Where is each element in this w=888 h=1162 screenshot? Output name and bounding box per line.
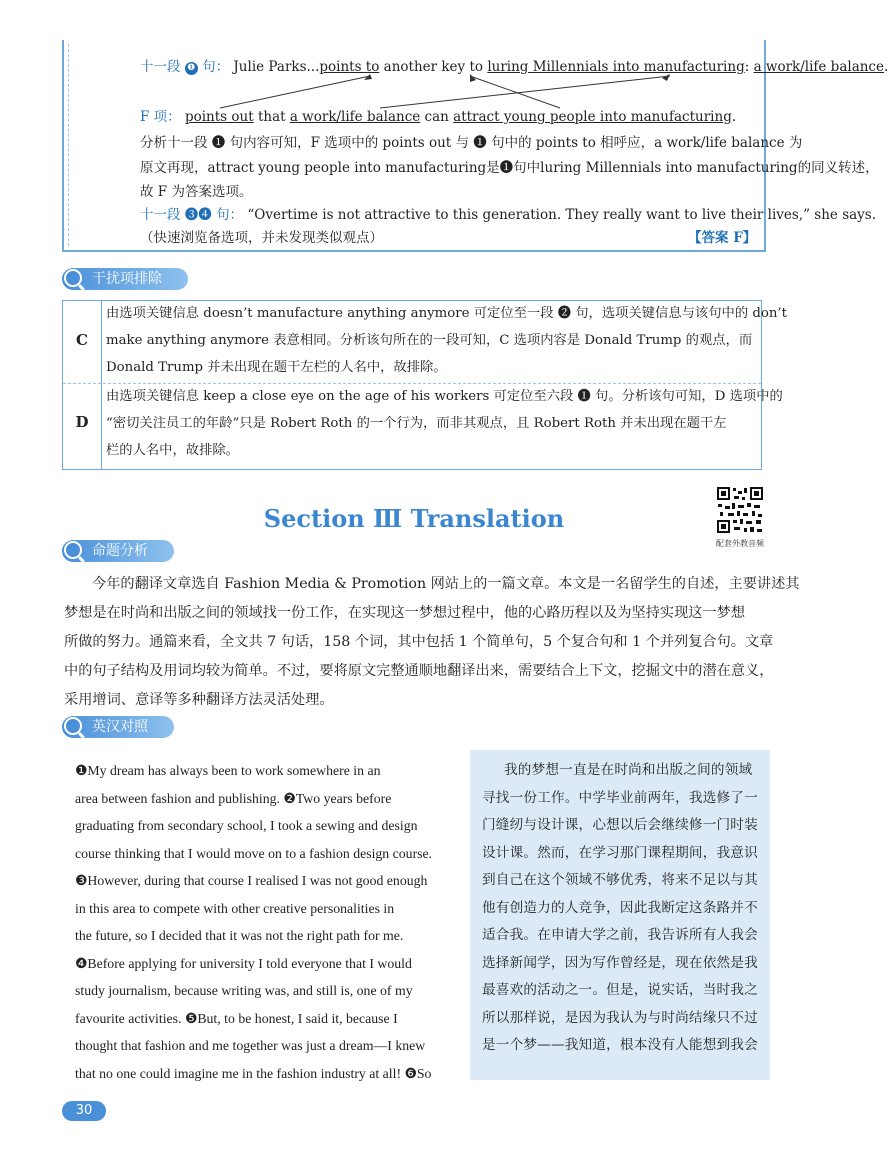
option-d-line-2: “密切关注员工的年龄”只是 Robert Roth 的一个行为，而非其观点，且 Robert Roth 并未出现在题干左 (106, 416, 727, 431)
text-segment: . (883, 59, 888, 75)
chinese-line: 设计课。然而，在学习那门课程期间，我意识 (482, 844, 758, 861)
analysis-line-4: 原文再现，attract young people into manufacturing是❶句中luring Millennials into manufacturing的同义转述， (140, 160, 879, 176)
underlined-phrase: a work/life balance (289, 109, 421, 125)
analysis-paragraph-line-2: 梦想是在时尚和出版之间的领域找一份工作，在实现这一梦想过程中，他的心路历程以及为坚持实现这一梦想 (64, 605, 746, 621)
english-line: that no one could imagine me in the fashion industry at all! ❻So (75, 1065, 432, 1081)
english-line: ❹Before applying for university I told everyone that I would (75, 955, 412, 971)
chinese-line: 门缝纫与设计课，心想以后会继续修一门时装 (482, 817, 758, 833)
para-ref: 十一段 (140, 59, 181, 75)
analysis-line-3: 分析十一段 ❶ 句内容可知，F 选项中的 points out 与 ❶ 句中的 points to 相呼应，a work/life balance 为 (140, 135, 803, 151)
chinese-line: 他有创造力的人竞争，因此我断定这条路并不 (482, 899, 758, 916)
qr-caption: 配套外教音频 (716, 539, 764, 548)
option-d-letter: D (75, 413, 89, 431)
magnifier-icon (64, 541, 82, 559)
chinese-line: 是一个梦——我知道，根本没有人能想到我会 (482, 1037, 758, 1053)
option-d-line-3: 栏的人名中，故排除。 (106, 443, 239, 458)
analysis-line-7: （快速浏览备选项，并未发现类似观点） (140, 230, 383, 246)
underlined-phrase: points to (319, 59, 380, 75)
answer-label: 【答案 F】 (688, 230, 757, 246)
english-line: thought that fashion and me together was just a dream—I knew (75, 1038, 426, 1053)
chinese-line: 我的梦想一直是在时尚和出版之间的领域 (504, 762, 753, 778)
text-segment: Julie Parks... (233, 59, 320, 75)
section-title: Section Ⅲ Translation (263, 504, 565, 533)
bilingual-title: 英汉对照 (92, 719, 148, 735)
option-c-line-3: Donald Trump 并未出现在题干左栏的人名中，故排除。 (106, 360, 447, 375)
text-segment: . (731, 109, 737, 125)
analysis-header (62, 540, 174, 562)
english-line: the future, so I decided that it was not the right path for me. (75, 928, 404, 943)
analysis-title: 命题分析 (92, 543, 148, 559)
english-line: ❶My dream has always been to work somewhere in an (75, 763, 381, 778)
chinese-line: 最喜欢的活动之一。但是，说实话，当时我之 (482, 982, 758, 998)
page-number: 30 (62, 1101, 106, 1121)
analysis-paragraph-line-3: 所做的努力。通篇来看，全文共 7 句话，158 个词，其中包括 1 个简单句，5 个复合句和 1 个并列复合句。文章 (64, 634, 774, 650)
chinese-line: 所以那样说，是因为我认为与时尚结缘只不过 (482, 1009, 758, 1026)
underlined-phrase: luring Millennials into manufacturing (487, 59, 745, 75)
chinese-line: 适合我。在申请大学之前，我告诉所有人我会 (482, 927, 758, 943)
para-ref-label: 句： (216, 207, 244, 223)
english-line: favourite activities. ❺But, to be honest, I said it, because I (75, 1010, 398, 1026)
analysis-line-2 (140, 108, 736, 126)
qr-code-icon[interactable] (716, 486, 764, 534)
chinese-line: 选择新闻学，因为写作曾经是，现在依然是我 (482, 954, 758, 971)
english-line: course thinking that I would move on to a fashion design course. (75, 845, 433, 861)
english-line: study journalism, because writing was, and still is, one of my (75, 983, 413, 998)
underlined-phrase: points out (184, 109, 254, 125)
option-d-line-1: 由选项关键信息 keep a close eye on the age of his workers 可定位至六段 ❶ 句。分析该句可知，D 选项中的 (106, 389, 783, 404)
option-label: F 项： (140, 109, 181, 125)
english-line: in this area to compete with other creative personalities in (75, 900, 395, 916)
analysis-paragraph-line-4: 中的句子结构及用词均较为简单。不过，要将原文完整通顺地翻译出来，需要结合上下文，挖掘文中的潜在意义， (64, 663, 774, 679)
underlined-phrase: a work/life balance (753, 59, 884, 75)
english-line: graduating from secondary school, I took a sewing and design (75, 818, 418, 833)
chinese-line: 寻找一份工作。中学毕业前两年，我选修了一 (482, 789, 758, 806)
text-segment: another key to (379, 59, 488, 75)
analysis-paragraph-line-1: 今年的翻译文章选自 Fashion Media & Promotion 网站上的一篇文章。本文是一名留学生的自述，主要讲述其 (92, 576, 800, 592)
analysis-line-5: 故 F 为答案选项。 (140, 184, 253, 200)
sentence-number-icon: ❶ (185, 62, 198, 75)
sentence-number-icon: ❸❹ (184, 207, 212, 223)
underlined-phrase: attract young people into manufacturing (453, 109, 732, 125)
text-segment: that (253, 109, 290, 125)
text-segment: : (744, 59, 754, 75)
option-c-line-2: make anything anymore 表意相同。分析该句所在的一段可知，C 选项内容是 Donald Trump 的观点，而 (106, 333, 753, 348)
letter-column (63, 301, 102, 469)
chinese-line: 到自己在这个领域不够优秀，将来不足以与其 (482, 872, 758, 888)
analysis-paragraph-line-5: 采用增词、意译等多种翻译方法灵活处理。 (64, 692, 334, 708)
english-line: area between fashion and publishing. ❷Two years before (75, 790, 392, 806)
option-c-letter: C (76, 331, 88, 349)
text-segment: can (420, 109, 454, 125)
option-c-line-1: 由选项关键信息 doesn’t manufacture anything anymore 可定位至一段 ❷ 句，选项关键信息与该句中的 don’t (106, 306, 787, 321)
quote-text: “Overtime is not attractive to this generation. They really want to live their lives,” she says. (247, 207, 877, 223)
magnifier-icon (64, 717, 82, 735)
english-line: ❸However, during that course I realised I was not good enough (75, 873, 428, 888)
bilingual-header (62, 716, 174, 738)
interference-header (62, 268, 188, 290)
para-ref-label: 句： (202, 59, 230, 75)
para-ref: 十一段 (140, 207, 181, 223)
interference-title: 干扰项排除 (92, 271, 162, 287)
analysis-line-6 (140, 206, 876, 224)
magnifier-icon (64, 269, 82, 287)
